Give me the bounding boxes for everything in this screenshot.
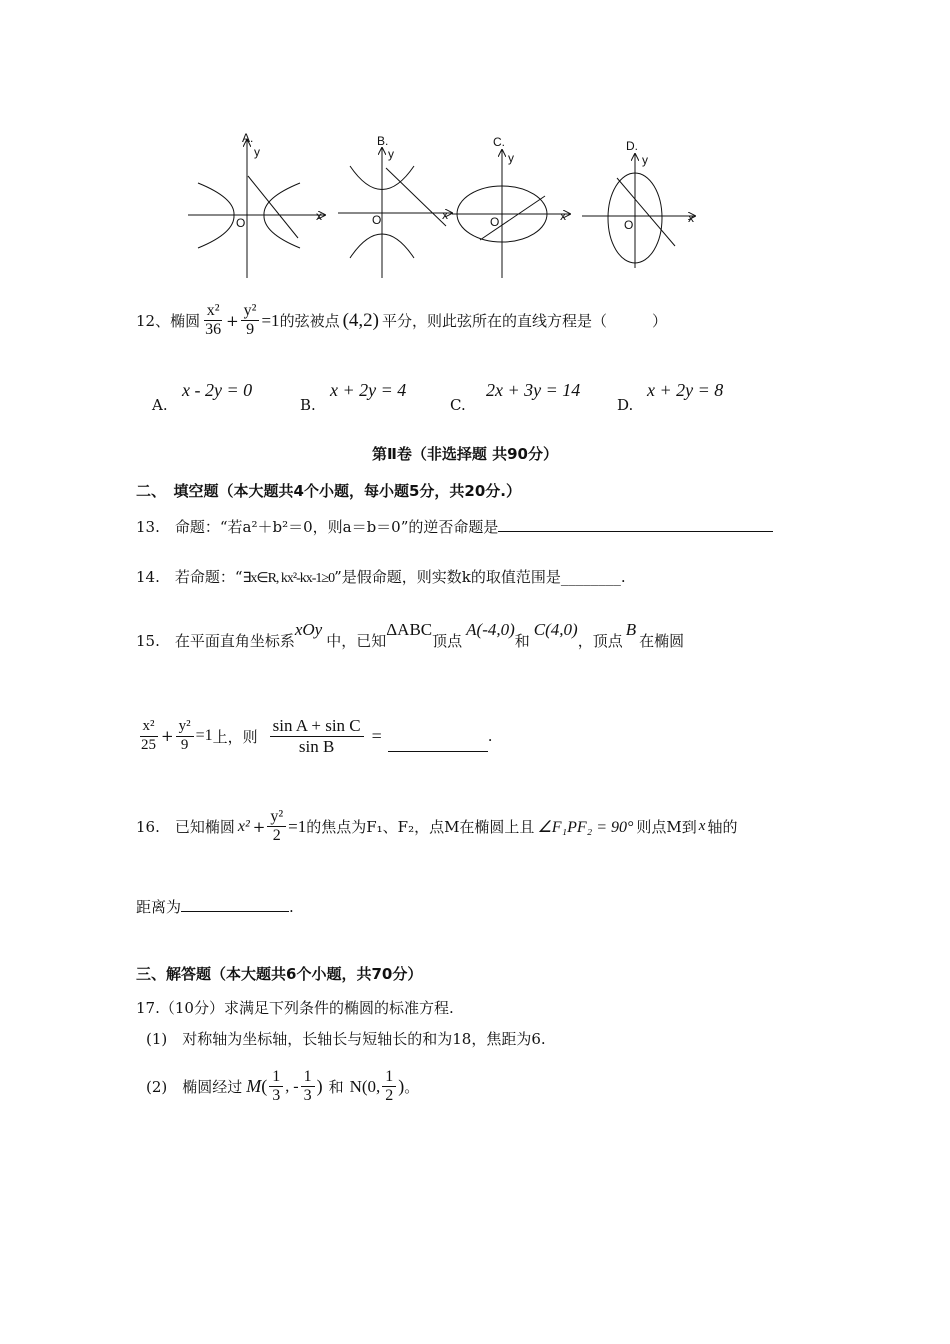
q17-part2: (2) 椭圆经过 M ( $\frac{1}{3}$ , - $\frac{1}{3}$ ) 和 N(0, $\frac{1}{2}$ ) 。: [146, 1068, 420, 1105]
q15-point-b: B: [625, 620, 637, 639]
q12-option-a-expr: x - 2y = 0: [182, 380, 253, 400]
graph-d-x: x: [688, 211, 694, 225]
graph-a: [188, 131, 325, 278]
q15-triangle: ΔABC: [386, 620, 433, 639]
q15-xoy: xOy: [294, 620, 323, 639]
q16-end-dot: .: [289, 898, 294, 916]
q17-p2-pre: (2) 椭圆经过: [146, 1078, 243, 1097]
q12-frac-x: $\frac{\text{x²}}{36}$: [205, 302, 222, 339]
q17-point-n: N(0,: [349, 1076, 381, 1096]
q16-x2: x²: [237, 817, 250, 835]
graph-a-label: A.: [242, 131, 254, 145]
q16-eq: =1: [288, 816, 307, 836]
q15-and: 和: [514, 632, 530, 650]
q15-end: 在椭圆: [639, 632, 685, 650]
q14-formula: ∃x∈R, kx²-kx-1≥0: [242, 571, 335, 586]
q14-post: ”是假命题，则实数k的取值范围是________.: [334, 568, 626, 586]
section2-title: 二、 填空题（本大题共4个小题，每小题5分，共20分.）: [136, 482, 521, 500]
q12-frac-y: $\frac{\text{y²}}{9}$: [241, 302, 260, 340]
q15-point-c: C(4,0): [533, 620, 578, 639]
graph-c-label: C.: [493, 135, 505, 149]
q12-option-c-letter: C.: [450, 396, 466, 414]
q16-frac-y: $\frac{\text{y²}}{2}$: [267, 808, 286, 846]
q16-answer-blank: [181, 897, 289, 912]
question-16: [136, 808, 737, 846]
q16-line2: 距离为: [136, 898, 182, 916]
graph-d-y: y: [642, 153, 648, 167]
q17-m-frac2: $\frac{1}{3}$: [301, 1068, 315, 1106]
q15-plus: +: [161, 727, 174, 746]
q15-ratio: $\frac{\text{sin A + sin C}}{\text{sin B}}$: [270, 716, 364, 756]
q16-mid: 的焦点为F₁、F₂，点M在椭圆上且: [306, 818, 535, 837]
q15-frac-y: $\frac{\text{y²}}{9}$: [176, 718, 194, 754]
q12-tail: 平分，则此弦所在的直线方程是（ ）: [381, 312, 667, 331]
q12-option-b-letter: B.: [300, 396, 316, 414]
graph-b-label: B.: [377, 134, 389, 148]
question-12: [136, 302, 667, 340]
q12-number: 12、椭圆: [136, 312, 201, 331]
graph-a-y: y: [254, 145, 260, 159]
graph-c-x: x: [560, 209, 566, 223]
q12-option-d-letter: D.: [617, 396, 634, 414]
q16-angle: ∠F₁PF₂ = 90°: [537, 818, 634, 836]
q13-answer-blank: [498, 517, 773, 532]
q16-post2: 轴的: [707, 818, 738, 837]
graph-b-x: x: [442, 208, 448, 222]
q17-m-frac1: $\frac{1}{3}$: [269, 1068, 283, 1106]
graph-c: [452, 135, 570, 278]
q12-mid: 的弦被点: [279, 312, 340, 331]
q13-text: 13. 命题：“若a²＋b²＝0，则a＝b＝0”的逆否命题是: [136, 518, 499, 536]
question-16-line2: [136, 896, 294, 917]
q12-option-d-expr: x + 2y = 8: [647, 380, 724, 400]
q15-mid: 中，已知: [326, 632, 387, 650]
graph-d-origin: O: [624, 218, 634, 232]
question-14: [136, 566, 626, 587]
q15-end-dot: .: [487, 727, 493, 746]
q14-pre: 14. 若命题：“: [136, 568, 243, 586]
q12-option-b-expr: x + 2y = 4: [330, 380, 407, 400]
graph-b: [338, 134, 452, 278]
section3-title: 三、解答题（本大题共6个小题，共70分）: [136, 965, 423, 983]
graph-b-y: y: [388, 147, 394, 161]
q16-xvar: x: [698, 818, 706, 835]
part2-title: 第Ⅱ卷（非选择题 共90分）: [372, 445, 558, 463]
q17-and: 和: [328, 1078, 344, 1097]
q12-option-a-letter: A.: [152, 396, 168, 414]
graph-b-origin: O: [372, 213, 382, 227]
q15-frac-x: $\frac{\text{x²}}{25}$: [141, 718, 156, 753]
q15-then: 上，则: [212, 727, 258, 746]
q15-post: ，顶点: [577, 632, 623, 650]
q15-answer-blank: [388, 737, 488, 752]
q17-title: 17.（10分）求满足下列条件的椭圆的标准方程.: [136, 999, 454, 1017]
q16-plus: +: [252, 817, 266, 836]
graph-d-label: D.: [626, 139, 638, 153]
q15-pre: 15. 在平面直角坐标系: [136, 632, 295, 650]
q15-ratio-eq: =: [371, 725, 382, 746]
question-15-line2: [136, 716, 493, 756]
q15-eq: =1: [195, 727, 213, 745]
q16-post: 则点M到: [636, 818, 697, 837]
graph-d: [582, 139, 695, 268]
q16-pre: 16. 已知椭圆: [136, 818, 235, 837]
q12-eq: =1: [261, 310, 280, 330]
q12-point: (4,2): [342, 309, 379, 331]
q17-end: 。: [404, 1078, 420, 1097]
graph-options: [180, 128, 720, 283]
graph-a-origin: O: [236, 216, 246, 230]
q17-point-m: M: [246, 1076, 262, 1097]
q15-vertex-word: 顶点: [432, 632, 463, 650]
graph-a-x: x: [316, 209, 322, 223]
q15-point-a: A(-4,0): [466, 620, 515, 639]
question-13: [136, 516, 773, 537]
graph-c-origin: O: [490, 215, 500, 229]
question-15-line1: [136, 620, 684, 651]
q17-n-frac: $\frac{1}{2}$: [382, 1068, 396, 1106]
graph-c-y: y: [508, 151, 514, 165]
q12-options: [152, 380, 752, 412]
q12-plus: +: [226, 311, 239, 330]
q17-part1: (1) 对称轴为坐标轴，长轴长与短轴长的和为18，焦距为6.: [146, 1030, 546, 1048]
q12-option-c-expr: 2x + 3y = 14: [486, 380, 581, 400]
